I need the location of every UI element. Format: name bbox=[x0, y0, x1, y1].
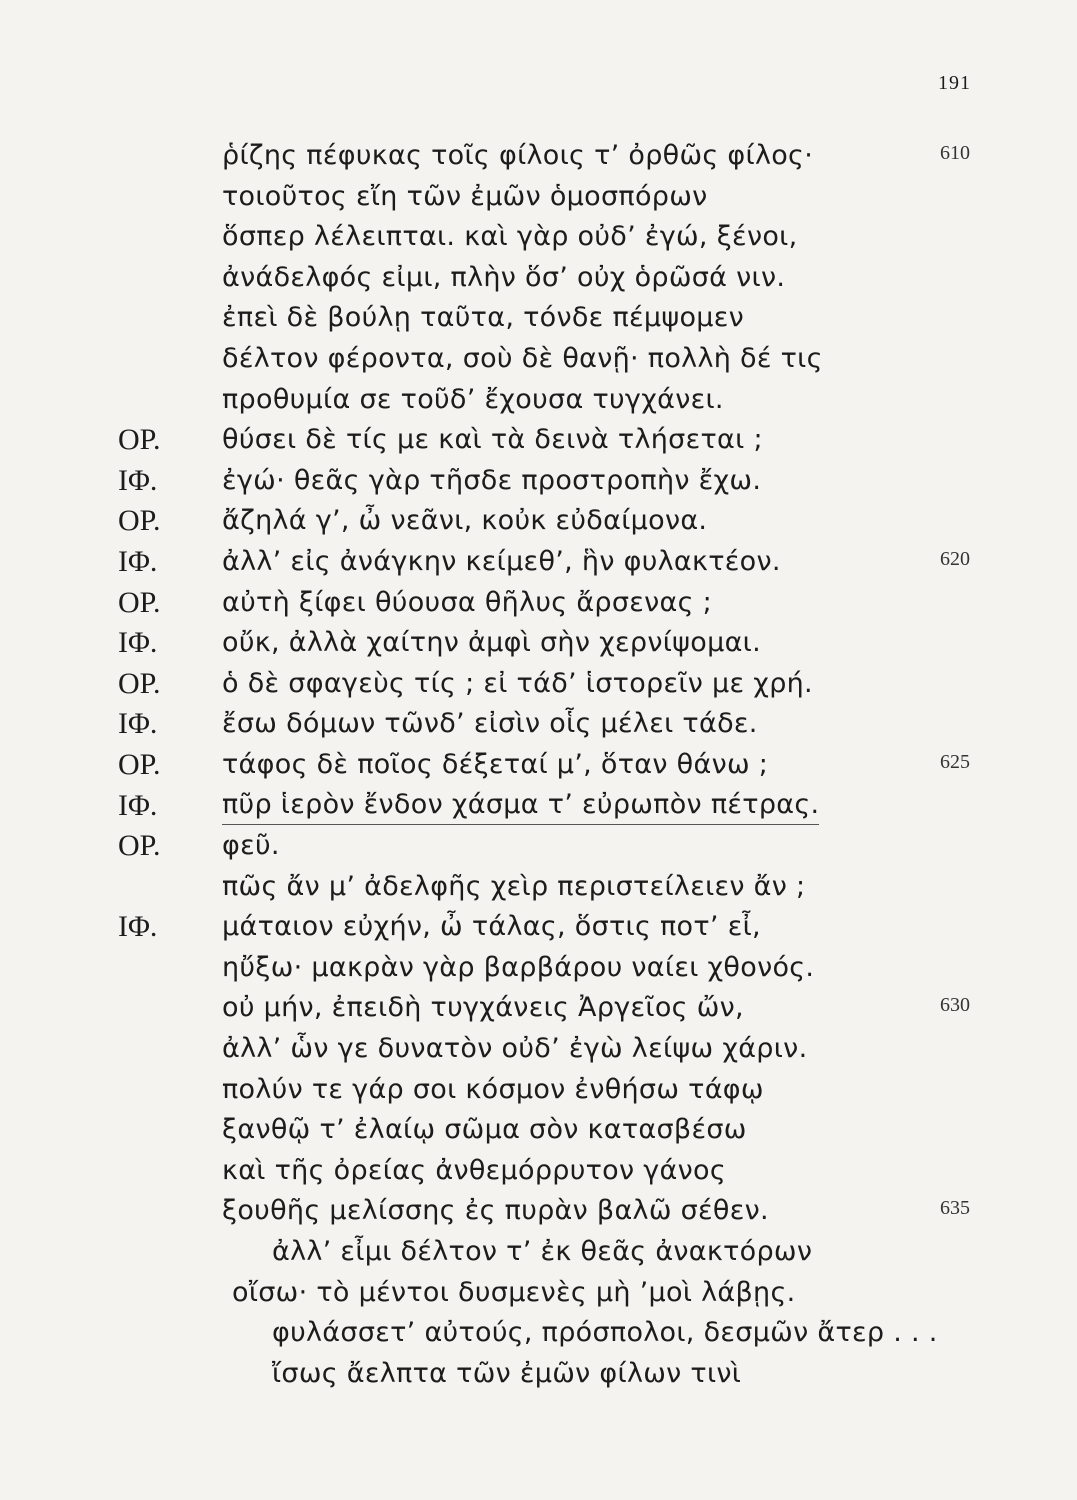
verse-line bbox=[0, 1151, 1077, 1192]
speaker-label: ΟΡ. bbox=[118, 666, 161, 700]
verse-line bbox=[0, 583, 1077, 624]
verse-line bbox=[0, 258, 1077, 299]
verse-line bbox=[0, 1273, 1077, 1314]
verse-text: οὔκ, ἀλλὰ χαίτην ἀμφὶ σὴν χερνίψομαι. bbox=[222, 627, 761, 659]
verse-line bbox=[0, 380, 1077, 421]
verse-text: προθυμία σε τοῦδ’ ἔχουσα τυγχάνει. bbox=[222, 383, 724, 415]
verse-line bbox=[0, 786, 1077, 827]
verse-line bbox=[0, 704, 1077, 745]
verse-text: ἐπεὶ δὲ βούλῃ ταῦτα, τόνδε πέμψομεν bbox=[222, 302, 745, 334]
line-number: 610 bbox=[940, 142, 970, 164]
verse-line bbox=[0, 298, 1077, 339]
verse-text: ἐγώ· θεᾶς γὰρ τῆσδε προστροπὴν ἔχω. bbox=[222, 464, 762, 496]
verse-line bbox=[0, 623, 1077, 664]
verse-line bbox=[0, 1070, 1077, 1111]
verse-line bbox=[0, 867, 1077, 908]
verse-block bbox=[0, 136, 1077, 1394]
verse-text: δέλτον φέροντα, σοὺ δὲ θανῇ· πολλὴ δέ τις bbox=[222, 342, 823, 374]
speaker-label: ΙΦ. bbox=[118, 544, 158, 578]
speaker-label: ΟΡ. bbox=[118, 829, 161, 863]
verse-line bbox=[0, 745, 1077, 786]
speaker-label: ΙΦ. bbox=[118, 626, 158, 660]
verse-line bbox=[0, 420, 1077, 461]
verse-text: ἔσω δόμων τῶνδ’ εἰσὶν οἷς μέλει τάδε. bbox=[222, 708, 758, 740]
line-number: 630 bbox=[940, 994, 970, 1017]
verse-line bbox=[0, 988, 1077, 1029]
verse-line bbox=[0, 461, 1077, 502]
verse-text: θύσει δὲ τίς με καὶ τὰ δεινὰ τλήσεται ; bbox=[222, 424, 763, 456]
verse-line bbox=[0, 501, 1077, 542]
verse-text: φυλάσσετ’ αὐτούς, πρόσπολοι, δεσμῶν ἄτερ . . . bbox=[272, 1317, 938, 1349]
verse-line bbox=[0, 907, 1077, 948]
verse-text: πολύν τε γάρ σοι κόσμον ἐνθήσω τάφῳ bbox=[222, 1073, 764, 1105]
verse-text: αὐτὴ ξίφει θύουσα θῆλυς ἄρσενας ; bbox=[222, 586, 713, 618]
speaker-label: ΟΡ. bbox=[118, 747, 161, 781]
verse-text: ηὔξω· μακρὰν γὰρ βαρβάρου ναίει χθονός. bbox=[222, 951, 815, 983]
verse-text: ὅσπερ λέλειπται. καὶ γὰρ οὐδ’ ἐγώ, ξένοι, bbox=[222, 221, 798, 253]
speaker-label: ΙΦ. bbox=[118, 788, 158, 822]
verse-text: οὐ μήν, ἐπειδὴ τυγχάνεις Ἀργεῖος ὤν, bbox=[222, 992, 744, 1024]
speaker-label: ΟΡ. bbox=[118, 423, 161, 457]
verse-line bbox=[0, 1110, 1077, 1151]
verse-text: μάταιον εὐχήν, ὦ τάλας, ὅστις ποτ’ εἶ, bbox=[222, 911, 761, 943]
verse-text: ἀλλ’ ὧν γε δυνατὸν οὐδ’ ἐγὼ λείψω χάριν. bbox=[222, 1033, 808, 1065]
verse-line bbox=[0, 1354, 1077, 1395]
verse-line bbox=[0, 217, 1077, 258]
page-number: 191 bbox=[938, 72, 971, 94]
verse-text: πῦρ ἱερὸν ἔνδον χάσμα τ’ εὐρωπὸν πέτρας. bbox=[222, 786, 819, 825]
verse-text: τοιοῦτος εἴη τῶν ἐμῶν ὁμοσπόρων bbox=[222, 180, 708, 212]
verse-text: ῥίζης πέφυκας τοῖς φίλοις τ’ ὀρθῶς φίλος· bbox=[222, 140, 814, 171]
verse-line bbox=[0, 1191, 1077, 1232]
line-number: 635 bbox=[940, 1197, 970, 1220]
verse-text: ἀλλ’ εἰς ἀνάγκην κείμεθ’, ἣν φυλακτέον. bbox=[222, 545, 781, 577]
verse-text: φεῦ. bbox=[222, 830, 280, 862]
verse-line bbox=[0, 339, 1077, 380]
verse-line bbox=[0, 1313, 1077, 1354]
verse-line bbox=[0, 177, 1077, 218]
verse-line bbox=[0, 948, 1077, 989]
line-number: 620 bbox=[940, 547, 970, 570]
verse-line bbox=[0, 542, 1077, 583]
speaker-label: ΟΡ. bbox=[118, 585, 161, 619]
verse-line bbox=[0, 1232, 1077, 1273]
verse-text: ἀλλ’ εἶμι δέλτον τ’ ἐκ θεᾶς ἀνακτόρων bbox=[272, 1236, 813, 1268]
verse-text: τάφος δὲ ποῖος δέξεταί μ’, ὅταν θάνω ; bbox=[222, 748, 769, 780]
verse-text: ἀνάδελφός εἰμι, πλὴν ὅσ’ οὐχ ὁρῶσά νιν. bbox=[222, 261, 786, 293]
speaker-label: ΙΦ. bbox=[118, 707, 158, 741]
verse-text: ἴσως ἄελπτα τῶν ἐμῶν φίλων τινὶ bbox=[272, 1357, 742, 1389]
speaker-label: ΙΦ. bbox=[118, 463, 158, 497]
verse-text: πῶς ἄν μ’ ἀδελφῆς χεὶρ περιστείλειεν ἄν ; bbox=[222, 870, 806, 902]
verse-line bbox=[0, 1029, 1077, 1070]
verse-text: ἄζηλά γ’, ὦ νεᾶνι, κοὐκ εὐδαίμονα. bbox=[222, 505, 708, 537]
verse-text: οἴσω· τὸ μέντοι δυσμενὲς μὴ ’μοὶ λάβῃς. bbox=[232, 1276, 796, 1308]
verse-text: ξανθῷ τ’ ἐλαίῳ σῶμα σὸν κατασβέσω bbox=[222, 1114, 747, 1146]
line-number: 625 bbox=[940, 750, 970, 773]
verse-text: καὶ τῆς ὀρείας ἀνθεμόρρυτον γάνος bbox=[222, 1154, 726, 1186]
verse-line bbox=[0, 664, 1077, 705]
verse-line bbox=[0, 136, 1077, 177]
speaker-label: ΟΡ. bbox=[118, 504, 161, 538]
speaker-label: ΙΦ. bbox=[118, 910, 158, 944]
verse-line bbox=[0, 826, 1077, 867]
verse-text: ὁ δὲ σφαγεὺς τίς ; εἰ τάδ’ ἱστορεῖν με χρή. bbox=[222, 667, 813, 699]
verse-text: ξουθῆς μελίσσης ἐς πυρὰν βαλῶ σέθεν. bbox=[222, 1195, 769, 1227]
